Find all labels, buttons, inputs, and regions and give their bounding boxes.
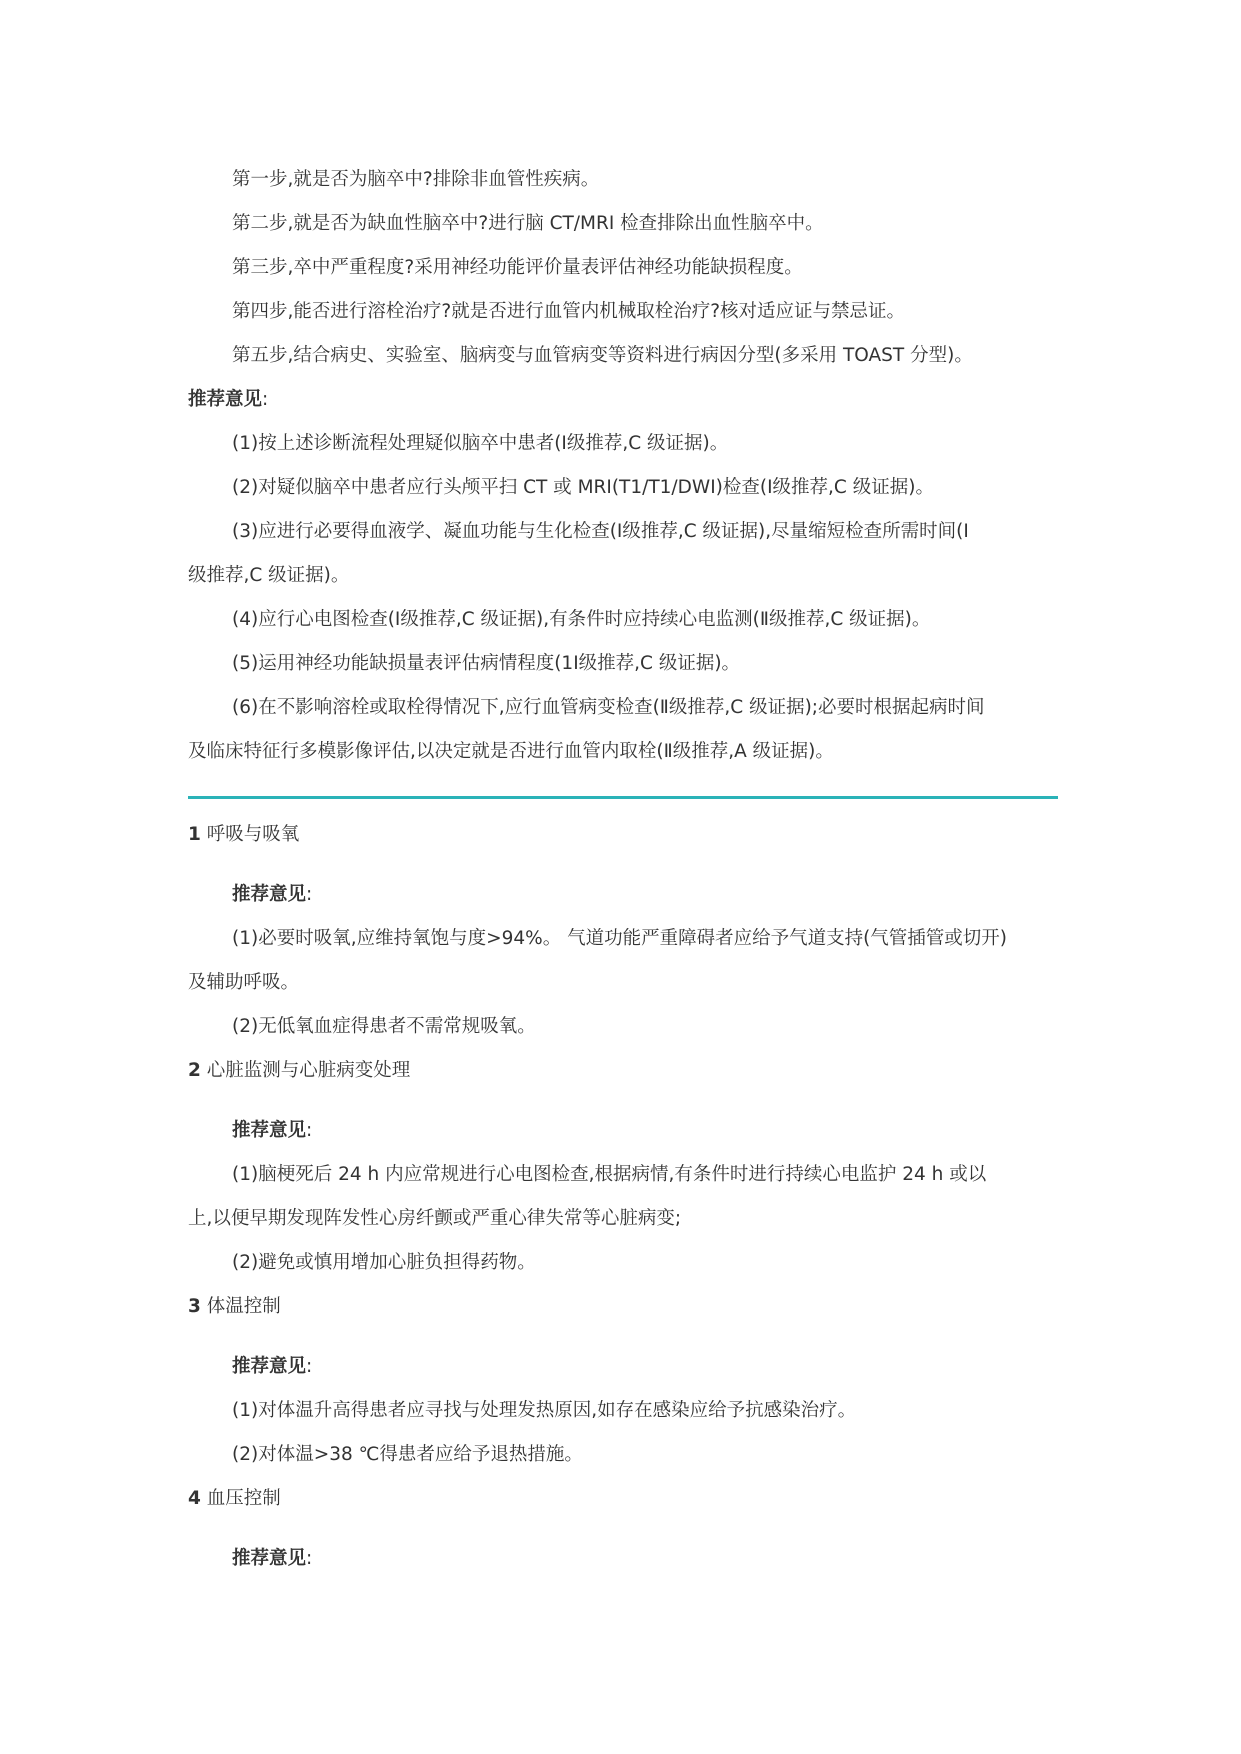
treatment-sections (188, 813, 1058, 1581)
document-page (188, 158, 1058, 1581)
section-title: 心脏监测与心脏病变处理 (206, 1060, 411, 1081)
section-title: 体温控制 (206, 1296, 281, 1317)
recommendation-heading (188, 1109, 1058, 1153)
step-5: 第五步,结合病史、实验室、脑病变与血管病变等资料进行病因分型(多采用 TOAST 分型)。 (232, 345, 973, 366)
section-number: 2 (188, 1060, 201, 1081)
section-recommendation-line: (2)无低氧血症得患者不需常规吸氧。 (232, 1016, 536, 1037)
section-heading (188, 1285, 1058, 1329)
step-4: 第四步,能否进行溶栓治疗?就是否进行血管内机械取栓治疗?核对适应证与禁忌证。 (232, 301, 906, 322)
section-heading (188, 1477, 1058, 1521)
recommendation-colon: : (306, 1548, 313, 1569)
section-number: 3 (188, 1296, 201, 1317)
section-recommendation-line: (1)脑梗死后 24 h 内应常规进行心电图检查,根据病情,有条件时进行持续心电监护 24 h 或以 (232, 1164, 987, 1185)
recommendation-label: 推荐意见 (232, 1548, 307, 1569)
diagnosis-rec-3: (3)应进行必要得血液学、凝血功能与生化检查(Ⅰ级推荐,C 级证据),尽量缩短检查所需时间(Ⅰ (232, 521, 969, 542)
diagnosis-rec-2: (2)对疑似脑卒中患者应行头颅平扫 CT 或 MRI(T1/T1/DWI)检查(Ⅰ级推荐,C 级证据)。 (232, 477, 934, 498)
section-recommendation-line: 上,以便早期发现阵发性心房纤颤或严重心律失常等心脏病变; (188, 1208, 682, 1229)
recommendation-colon: : (306, 1120, 313, 1141)
recommendation-heading (188, 1537, 1058, 1581)
section-heading (188, 813, 1058, 857)
section-recommendation-line: (2)对体温>38 ℃得患者应给予退热措施。 (232, 1444, 583, 1465)
recommendation-colon: : (306, 884, 313, 905)
recommendation-heading (188, 1345, 1058, 1389)
section-title: 血压控制 (206, 1488, 281, 1509)
recommendation-label: 推荐意见 (188, 389, 263, 410)
recommendation-colon: : (262, 389, 269, 410)
section-divider (188, 796, 1058, 799)
step-2: 第二步,就是否为缺血性脑卒中?进行脑 CT/MRI 检查排除出血性脑卒中。 (232, 213, 824, 234)
diagnosis-rec-5: (5)运用神经功能缺损量表评估病情程度(1Ⅰ级推荐,C 级证据)。 (232, 653, 741, 674)
section-recommendation-line: (1)必要时吸氧,应维持氧饱与度>94%。 气道功能严重障碍者应给予气道支持(气管插管或切开) (232, 928, 1008, 949)
diagnosis-rec-3-cont: 级推荐,C 级证据)。 (188, 565, 350, 586)
diagnosis-rec-4: (4)应行心电图检查(Ⅰ级推荐,C 级证据),有条件时应持续心电监测(Ⅱ级推荐,C 级证据)。 (232, 609, 931, 630)
diagnosis-rec-6-cont: 及临床特征行多模影像评估,以决定就是否进行血管内取栓(Ⅱ级推荐,A 级证据)。 (188, 741, 834, 762)
recommendation-heading (188, 873, 1058, 917)
section-recommendation-line: 及辅助呼吸。 (188, 972, 300, 993)
section-recommendation-line: (2)避免或慎用增加心脏负担得药物。 (232, 1252, 536, 1273)
section-title: 呼吸与吸氧 (206, 824, 300, 845)
recommendation-colon: : (306, 1356, 313, 1377)
section-number: 1 (188, 824, 201, 845)
recommendation-label: 推荐意见 (232, 884, 307, 905)
recommendation-heading (188, 378, 1058, 422)
section-heading (188, 1049, 1058, 1093)
recommendation-label: 推荐意见 (232, 1356, 307, 1377)
diagnosis-rec-6: (6)在不影响溶栓或取栓得情况下,应行血管病变检查(Ⅱ级推荐,C 级证据);必要时根据起病时间 (232, 697, 985, 718)
step-3: 第三步,卒中严重程度?采用神经功能评价量表评估神经功能缺损程度。 (232, 257, 803, 278)
section-number: 4 (188, 1488, 201, 1509)
section-recommendation-line: (1)对体温升高得患者应寻找与处理发热原因,如存在感染应给予抗感染治疗。 (232, 1400, 857, 1421)
step-1: 第一步,就是否为脑卒中?排除非血管性疾病。 (232, 169, 600, 190)
diagnosis-rec-1: (1)按上述诊断流程处理疑似脑卒中患者(Ⅰ级推荐,C 级证据)。 (232, 433, 729, 454)
recommendation-label: 推荐意见 (232, 1120, 307, 1141)
